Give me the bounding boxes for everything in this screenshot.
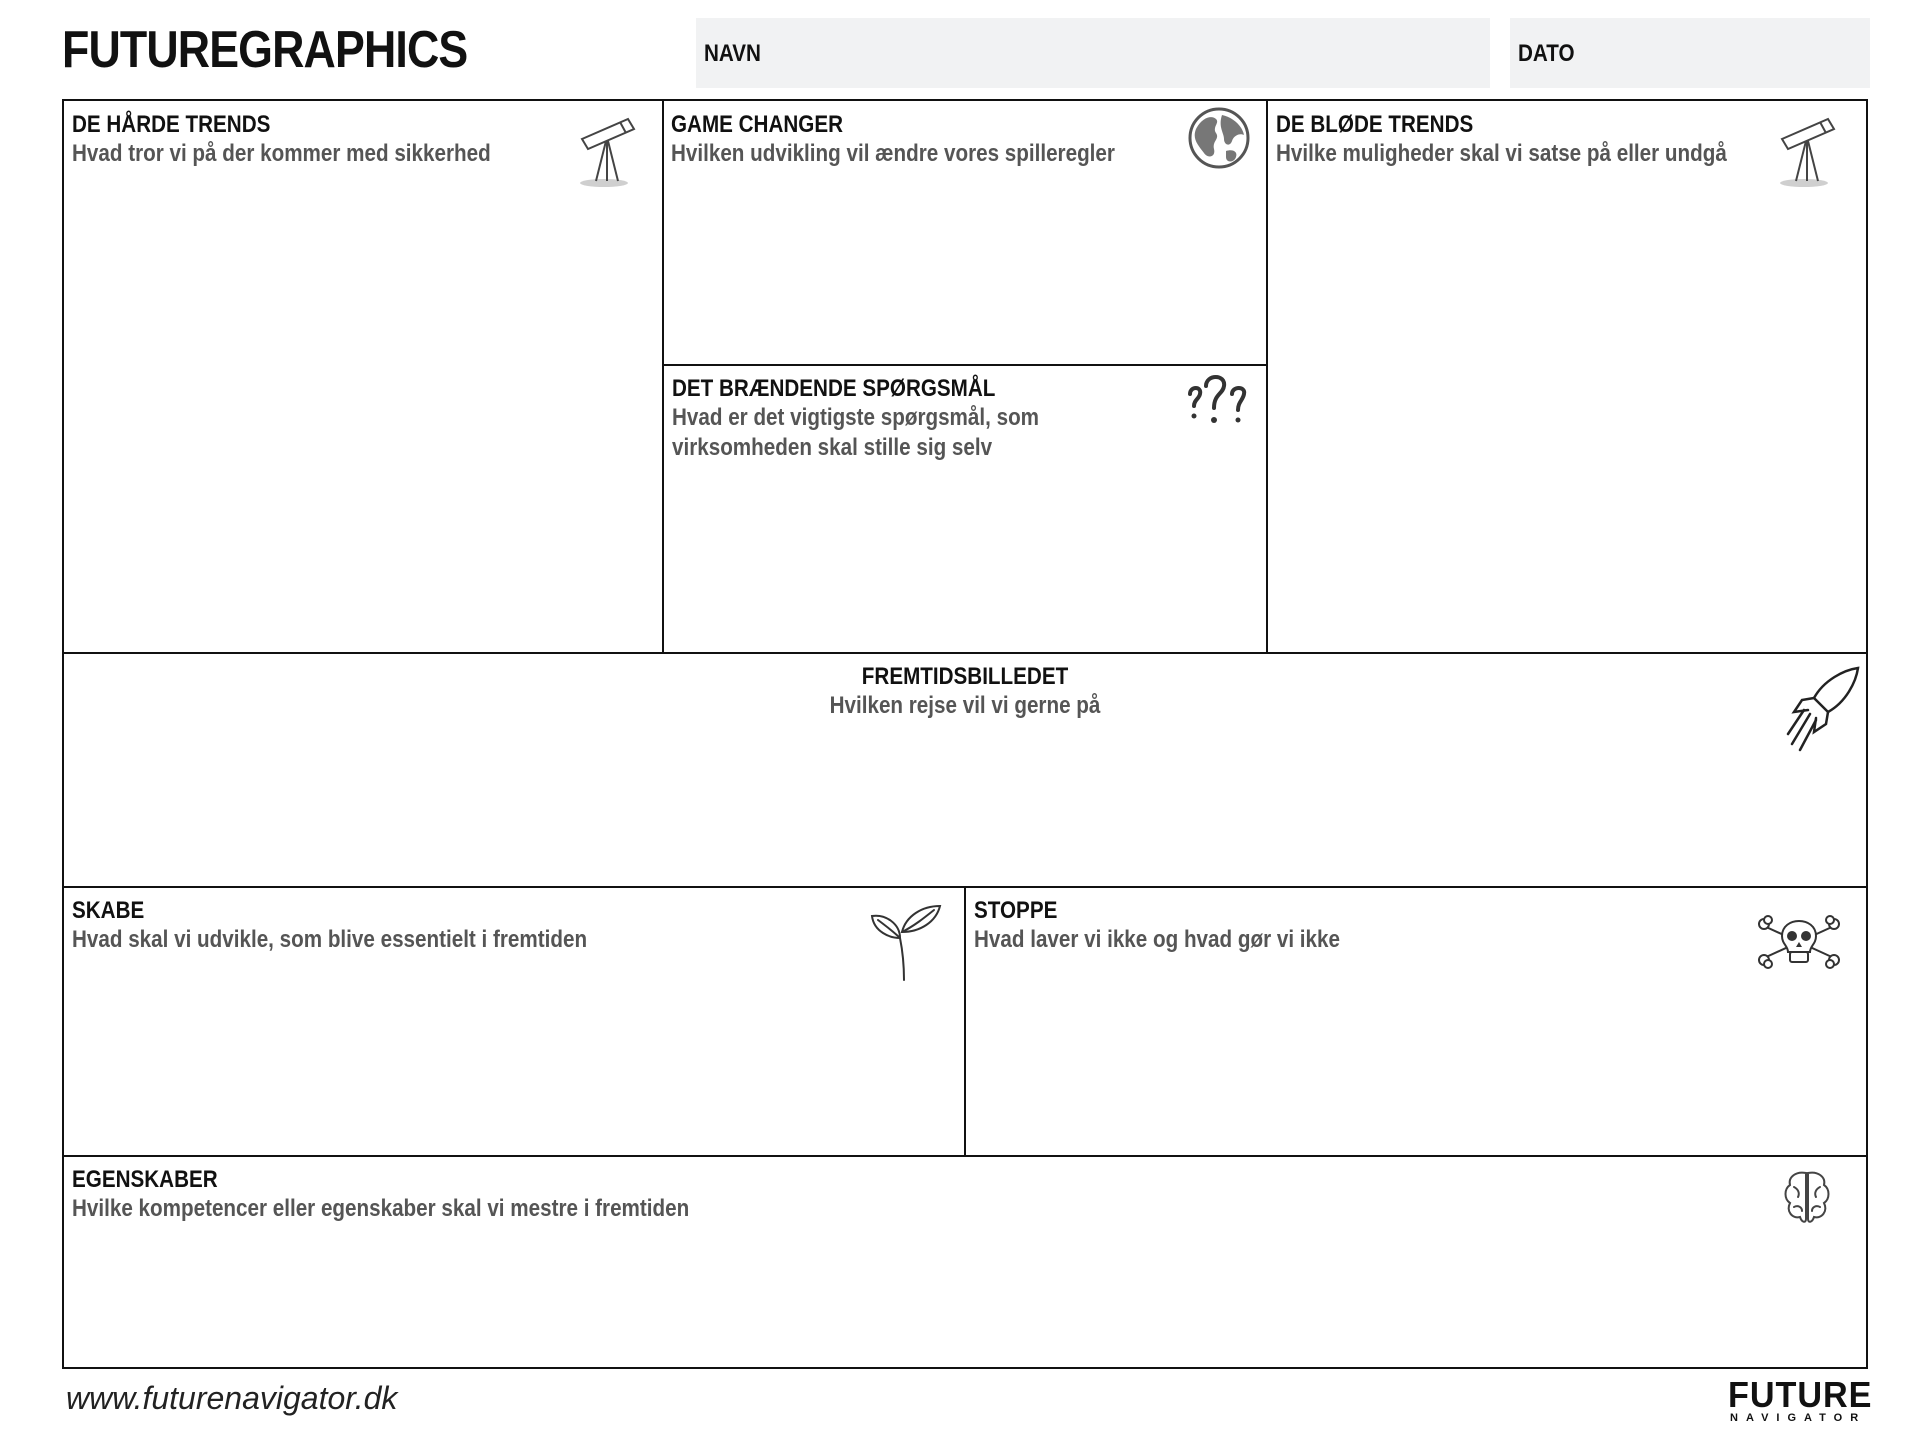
logo-future: FUTURE (1728, 1374, 1873, 1415)
skull-icon (1758, 912, 1840, 970)
section-title: GAME CHANGER (671, 111, 844, 138)
telescope-icon (1774, 111, 1844, 191)
section-title: DE HÅRDE TRENDS (72, 111, 271, 138)
section-subtitle: Hvad tror vi på der kommer med sikkerhed (72, 140, 491, 167)
section-title: STOPPE (974, 897, 1058, 924)
section-subtitle-line2: virksomheden skal stille sig selv (672, 434, 993, 461)
section-subtitle: Hvilken rejse vil vi gerne på (829, 692, 1101, 719)
brain-icon (1782, 1169, 1832, 1225)
date-field[interactable] (1510, 18, 1870, 88)
section-title: DET BRÆNDENDE SPØRGSMÅL (672, 375, 996, 402)
section-subtitle: Hvad laver vi ikke og hvad gør vi ikke (974, 926, 1340, 953)
future-picture-section[interactable] (64, 654, 1866, 886)
section-subtitle: Hvilke kompetencer eller egenskaber skal vi mestre i fremtiden (72, 1195, 690, 1222)
capabilities-section[interactable] (64, 1157, 1866, 1367)
section-subtitle: Hvilke muligheder skal vi satse på eller undgå (1276, 140, 1727, 167)
section-subtitle: Hvad skal vi udvikle, som blive essentielt i fremtiden (72, 926, 588, 953)
section-subtitle: Hvilken udvikling vil ændre vores spilleregler (671, 140, 1115, 167)
date-label: DATO (1518, 40, 1575, 67)
hard-trends-section[interactable] (64, 101, 662, 652)
page-title: FUTUREGRAPHICS (62, 21, 468, 79)
section-subtitle-line1: Hvad er det vigtigste spørgsmål, som (672, 404, 1040, 431)
create-section[interactable] (64, 888, 964, 1155)
logo-navigator: NAVIGATOR (1730, 1412, 1867, 1424)
section-title: SKABE (72, 897, 145, 924)
footer-url[interactable]: www.futurenavigator.dk (66, 1380, 398, 1416)
burning-question-section[interactable] (664, 366, 1266, 652)
name-label: NAVN (704, 40, 761, 67)
stop-section[interactable] (966, 888, 1866, 1155)
name-field[interactable] (696, 18, 1490, 88)
section-title: DE BLØDE TRENDS (1276, 111, 1474, 138)
telescope-icon (574, 111, 644, 191)
section-title: EGENSKABER (72, 1166, 218, 1193)
section-title: FREMTIDSBILLEDET (861, 663, 1069, 690)
sprout-icon (870, 902, 942, 982)
globe-icon (1186, 105, 1252, 171)
question-marks-icon (1184, 372, 1254, 436)
game-changer-section[interactable] (664, 101, 1266, 364)
soft-trends-section[interactable] (1268, 101, 1866, 652)
rocket-icon (1784, 664, 1864, 754)
